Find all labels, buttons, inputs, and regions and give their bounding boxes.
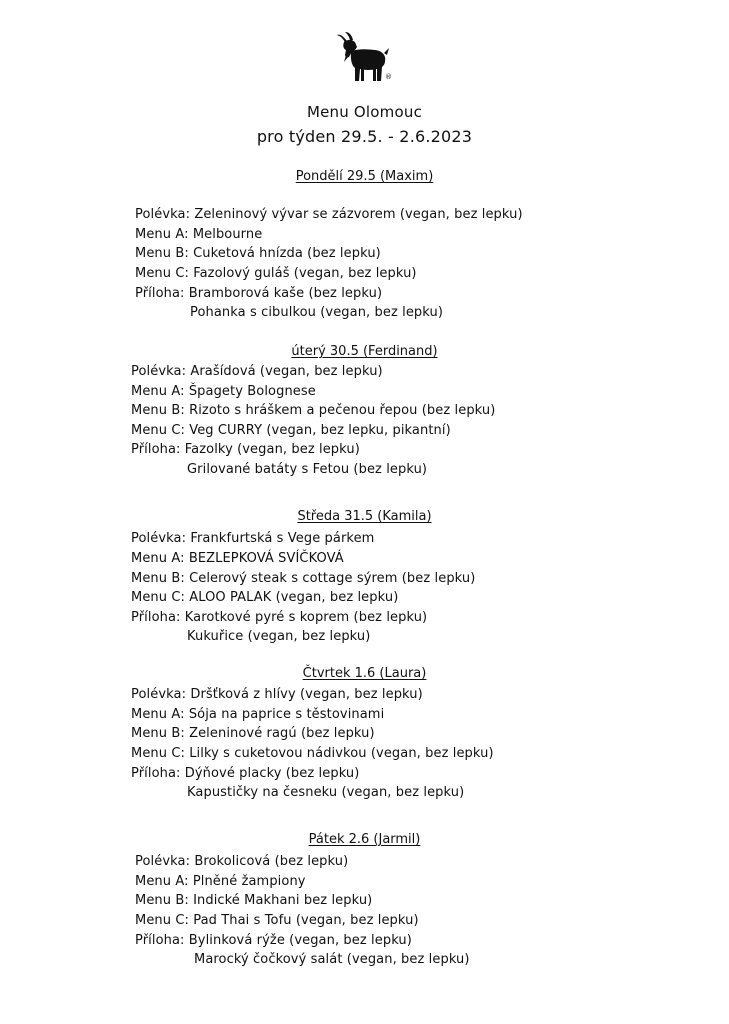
menu-row: Menu B: Celerový steak s cottage sýrem (bez lepku) xyxy=(131,571,476,586)
day-heading-thursday: Čtvrtek 1.6 (Laura) xyxy=(302,666,427,681)
menu-subtitle: pro týden 29.5. - 2.6.2023 xyxy=(256,127,473,146)
menu-row: Pohanka s cibulkou (vegan, bez lepku) xyxy=(190,305,444,320)
menu-row: Příloha: Karotkové pyré s koprem (bez lepku) xyxy=(131,610,428,625)
menu-row: Menu A: Sója na paprice s těstovinami xyxy=(131,707,385,722)
menu-row: Příloha: Dýňové placky (bez lepku) xyxy=(131,766,360,781)
menu-row: Grilované batáty s Fetou (bez lepku) xyxy=(187,462,428,477)
menu-row: Menu A: Špagety Bolognese xyxy=(131,384,316,399)
menu-row: Polévka: Frankfurtská s Vege párkem xyxy=(131,531,375,546)
menu-row: Menu A: BEZLEPKOVÁ SVÍČKOVÁ xyxy=(131,551,344,566)
menu-row: Menu B: Rizoto s hráškem a pečenou řepou (bez lepku) xyxy=(131,403,496,418)
menu-row: Menu B: Indické Makhani bez lepku) xyxy=(135,893,373,908)
day-heading-monday: Pondělí 29.5 (Maxim) xyxy=(295,169,434,184)
menu-row: Příloha: Bramborová kaše (bez lepku) xyxy=(135,286,383,301)
menu-row: Kukuřice (vegan, bez lepku) xyxy=(187,629,371,644)
menu-row: Menu C: Veg CURRY (vegan, bez lepku, pikantní) xyxy=(131,423,451,438)
registered-mark: ® xyxy=(385,73,392,81)
goat-logo xyxy=(335,31,393,87)
menu-row: Polévka: Zeleninový vývar se zázvorem (vegan, bez lepku) xyxy=(135,207,523,222)
day-heading-friday: Pátek 2.6 (Jarmil) xyxy=(308,832,421,847)
day-heading-wednesday: Středa 31.5 (Kamila) xyxy=(297,509,432,524)
menu-title: Menu Olomouc xyxy=(306,103,423,121)
menu-row: Příloha: Fazolky (vegan, bez lepku) xyxy=(131,442,360,457)
menu-row: Polévka: Arašídová (vegan, bez lepku) xyxy=(131,364,383,379)
menu-row: Marocký čočkový salát (vegan, bez lepku) xyxy=(194,952,470,967)
day-heading-tuesday: úterý 30.5 (Ferdinand) xyxy=(291,344,438,359)
menu-row: Polévka: Brokolicová (bez lepku) xyxy=(135,854,349,869)
menu-row: Příloha: Bylinková rýže (vegan, bez lepku) xyxy=(135,933,412,948)
menu-row: Menu C: ALOO PALAK (vegan, bez lepku) xyxy=(131,590,399,605)
menu-row: Polévka: Dršťková z hlívy (vegan, bez lepku) xyxy=(131,687,423,702)
menu-row: Menu B: Zeleninové ragú (bez lepku) xyxy=(131,726,375,741)
menu-row: Menu B: Cuketová hnízda (bez lepku) xyxy=(135,246,381,261)
menu-row: Menu C: Pad Thai s Tofu (vegan, bez lepku) xyxy=(135,913,419,928)
menu-row: Menu C: Lilky s cuketovou nádivkou (vegan, bez lepku) xyxy=(131,746,494,761)
menu-row: Kapustičky na česneku (vegan, bez lepku) xyxy=(187,785,465,800)
menu-row: Menu C: Fazolový guláš (vegan, bez lepku) xyxy=(135,266,417,281)
menu-row: Menu A: Melbourne xyxy=(135,227,263,242)
menu-row: Menu A: Plněné žampiony xyxy=(135,874,306,889)
